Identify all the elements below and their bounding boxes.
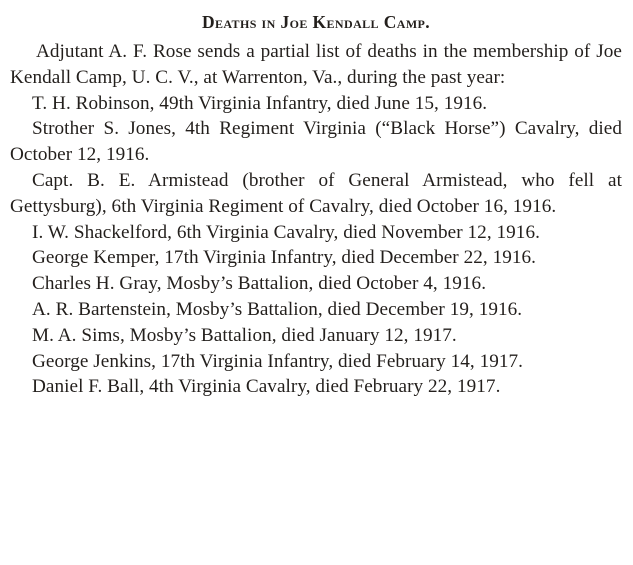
title-text: Deaths in Joe Kendall Camp. [201, 12, 431, 32]
death-list [10, 91, 622, 401]
death-entry: Charles H. Gray, Mosby’s Battalion, died October 4, 1916. [32, 273, 487, 295]
death-entry: I. W. Shackelford, 6th Virginia Cavalry, died November 12, 1916. [32, 221, 540, 243]
death-entry: T. H. Robinson, 49th Virginia Infantry, died June 15, 1916. [32, 92, 488, 114]
document-page [10, 0, 622, 565]
death-entry: A. R. Bartenstein, Mosby’s Battalion, died December 19, 1916. [32, 298, 523, 320]
death-entry: M. A. Sims, Mosby’s Battalion, died January 12, 1917. [32, 324, 457, 346]
death-entry: Daniel F. Ball, 4th Virginia Cavalry, died February 22, 1917. [32, 376, 501, 398]
death-entry: George Jenkins, 17th Virginia Infantry, died February 14, 1917. [32, 350, 524, 372]
death-entry: Strother S. Jones, 4th Regiment Virginia (“Black Horse”) Cavalry, died October 12, 1916. [10, 118, 622, 166]
page-title [10, 0, 622, 36]
intro-paragraph: Adjutant A. F. Rose sends a partial list of deaths in the membership of Joe Kendall Camp, U. C. V., at Warrenton, Va., during the past year: [10, 41, 622, 88]
death-entry: George Kemper, 17th Virginia Infantry, died December 22, 1916. [32, 247, 536, 269]
death-entry: Capt. B. E. Armistead (brother of General Armistead, who fell at Gettysburg), 6th Virginia Regiment of Cavalry, died October 16, 1916. [10, 169, 622, 217]
